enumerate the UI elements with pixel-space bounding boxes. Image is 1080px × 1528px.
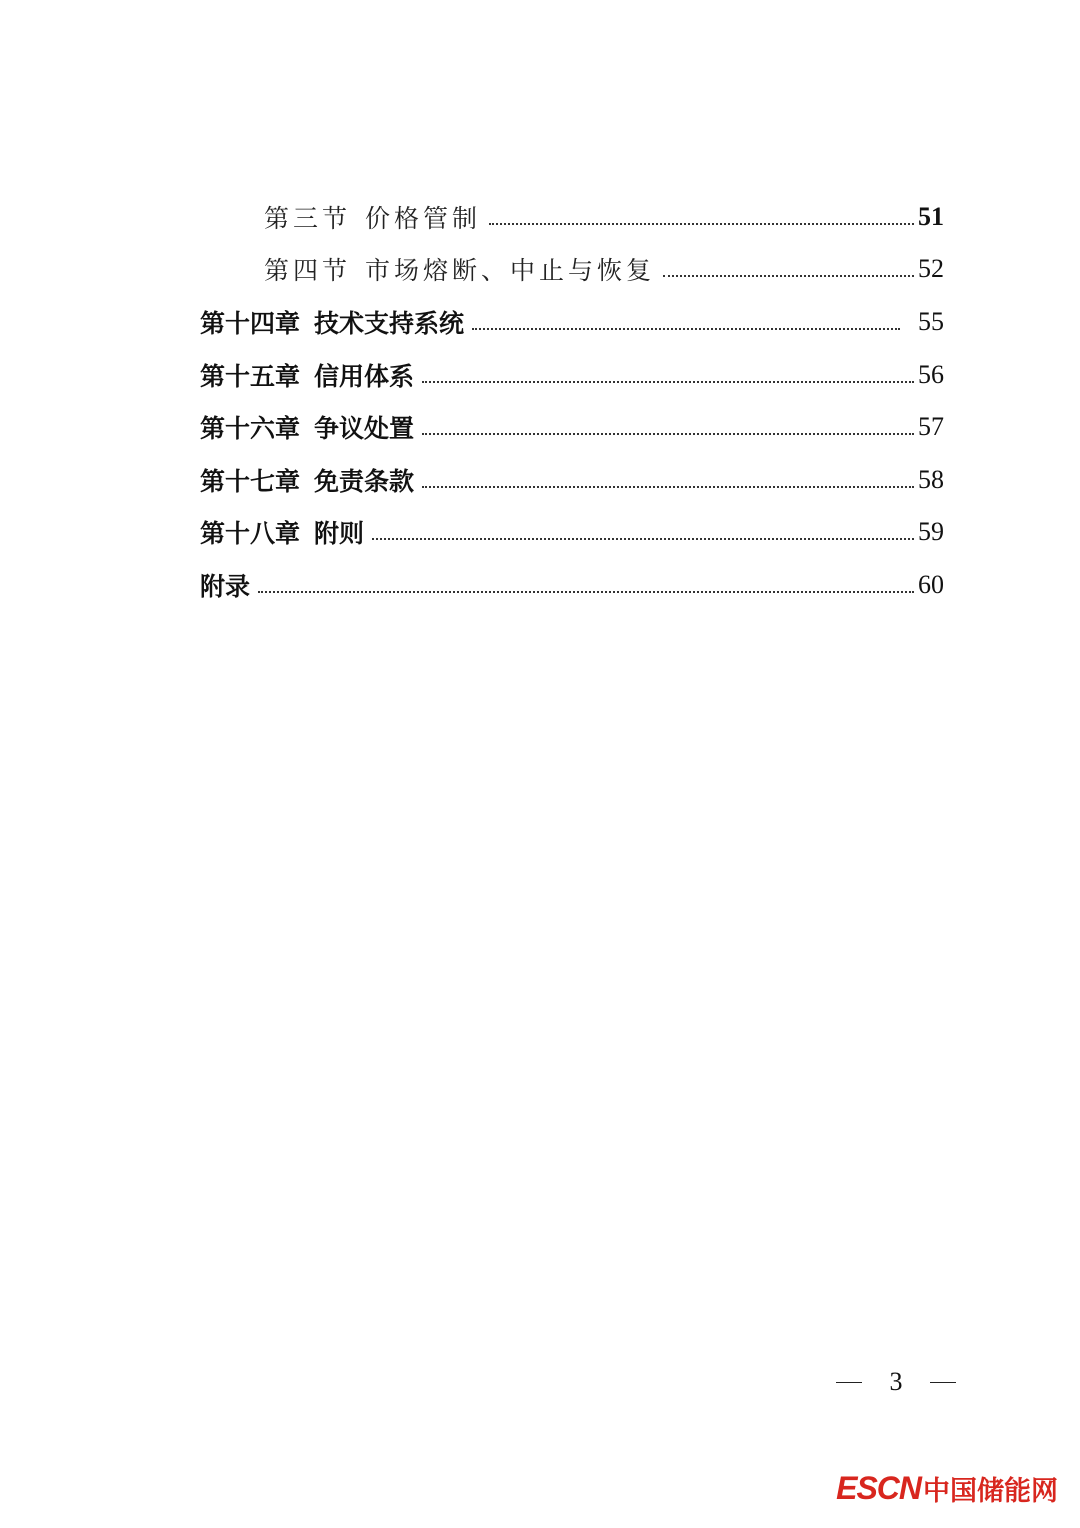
toc-entry-page: 58 bbox=[918, 465, 944, 494]
toc-entry-chapter[interactable] bbox=[200, 302, 944, 342]
escn-watermark-logo bbox=[836, 1468, 1058, 1508]
toc-entry-number: 第十四章 bbox=[200, 309, 301, 338]
toc-entry-chapter[interactable] bbox=[200, 460, 944, 500]
dot-leader bbox=[663, 275, 914, 277]
toc-entry-title: 附则 bbox=[314, 519, 365, 548]
toc-entry-chapter[interactable] bbox=[200, 355, 944, 395]
dot-leader bbox=[489, 223, 914, 225]
toc-entry-title: 技术支持系统 bbox=[314, 309, 465, 338]
toc-entry-number: 第三节 bbox=[264, 204, 352, 233]
watermark-latin: ESCN bbox=[836, 1469, 921, 1506]
toc-entry-appendix[interactable] bbox=[200, 565, 944, 605]
toc-entry-title: 附录 bbox=[200, 572, 251, 601]
toc-entry-title: 免责条款 bbox=[314, 467, 415, 496]
toc-entry-page: 51 bbox=[918, 202, 944, 231]
toc-entry-chapter[interactable] bbox=[200, 512, 944, 552]
toc-entry-chapter[interactable] bbox=[200, 407, 944, 447]
page-number: 3 bbox=[889, 1367, 903, 1396]
toc-entry-number: 第十五章 bbox=[200, 362, 301, 391]
watermark-cjk: 中国储能网 bbox=[923, 1475, 1058, 1506]
toc-entry-page: 60 bbox=[918, 570, 944, 599]
dot-leader bbox=[422, 486, 914, 488]
toc-entry-number: 第十八章 bbox=[200, 519, 301, 548]
dot-leader bbox=[422, 381, 914, 383]
toc-entry-number: 第十七章 bbox=[200, 467, 301, 496]
dot-leader bbox=[372, 538, 914, 540]
dot-leader bbox=[472, 328, 900, 330]
dot-leader bbox=[422, 433, 914, 435]
toc-entry-number: 第四节 bbox=[264, 256, 352, 285]
page-number-footer bbox=[836, 1362, 956, 1402]
footer-dash-right bbox=[930, 1382, 956, 1383]
toc-entry-page: 57 bbox=[918, 412, 944, 441]
toc-entry-number: 第十六章 bbox=[200, 414, 301, 443]
toc-entry-page: 52 bbox=[918, 254, 944, 283]
footer-dash-left bbox=[836, 1382, 862, 1383]
toc-entry-title: 价格管制 bbox=[365, 204, 482, 233]
toc-entry-page: 59 bbox=[918, 517, 944, 546]
toc-entry-title: 争议处置 bbox=[314, 414, 415, 443]
toc-entry-section[interactable] bbox=[264, 197, 944, 237]
toc-entry-section[interactable] bbox=[264, 249, 944, 289]
toc-entry-page: 56 bbox=[918, 360, 944, 389]
toc-entry-title: 市场熔断、中止与恢复 bbox=[365, 256, 656, 285]
toc-entry-title: 信用体系 bbox=[314, 362, 415, 391]
toc-entry-page: 55 bbox=[918, 307, 944, 336]
dot-leader bbox=[258, 591, 914, 593]
table-of-contents bbox=[0, 0, 1080, 700]
